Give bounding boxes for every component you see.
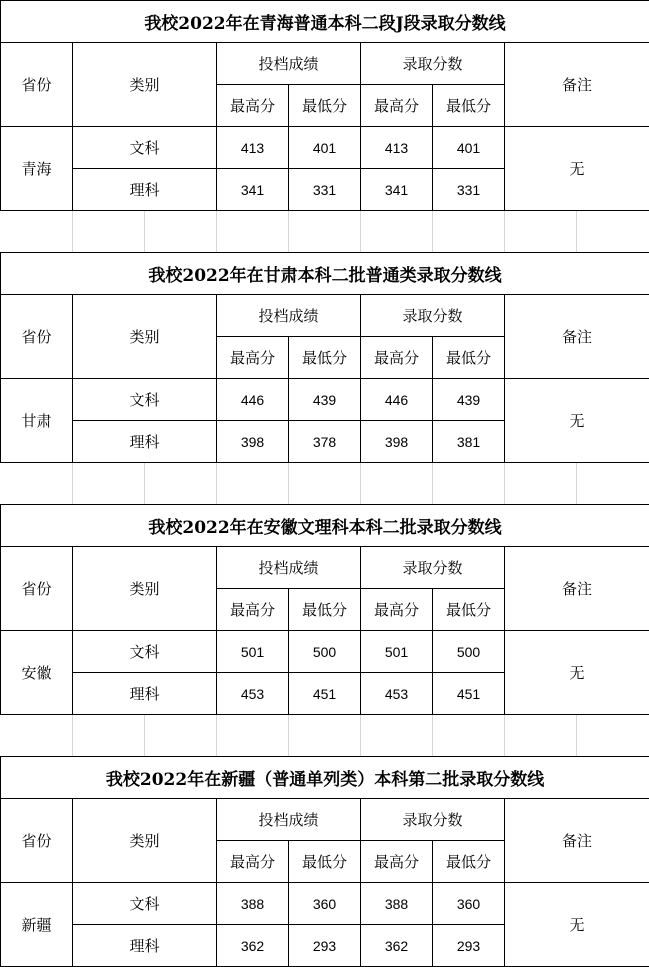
header-submitted-scores: 投档成绩 [217,295,361,337]
province-cell: 新疆 [1,883,73,967]
remark-cell: 无 [505,631,649,715]
header-province: 省份 [1,295,73,379]
table-row [1,127,649,169]
spacer-gridline [72,463,73,504]
remark-cell: 无 [505,127,649,211]
score-table-1 [0,0,649,211]
spacer-gridline [72,211,73,252]
admit-min-cell: 331 [433,169,505,211]
submit-max-cell: 362 [217,925,289,967]
admit-max-cell: 388 [361,883,433,925]
score-table-4 [0,756,649,967]
spacer-gridline [216,211,217,252]
admit-max-cell: 398 [361,421,433,463]
admit-min-cell: 439 [433,379,505,421]
spacer-gridline [288,463,289,504]
header-category: 类别 [73,43,217,127]
spacer-gridline [432,211,433,252]
table-title: 我校2022年在安徽文理科本科二批录取分数线 [1,505,649,547]
spacer-gridline [216,463,217,504]
header-submit-max: 最高分 [217,85,289,127]
table-row [1,379,649,421]
spacer-gridline [288,211,289,252]
category-cell: 文科 [73,379,217,421]
spacer-gridline [576,463,577,504]
submit-max-cell: 501 [217,631,289,673]
header-remarks: 备注 [505,295,649,379]
submit-max-cell: 388 [217,883,289,925]
admit-max-cell: 453 [361,673,433,715]
header-admit-min: 最低分 [433,337,505,379]
province-cell: 安徽 [1,631,73,715]
category-cell: 理科 [73,673,217,715]
score-table-2 [0,252,649,463]
spacer-gridline [576,715,577,756]
spacer-gridline [144,463,145,504]
province-cell: 青海 [1,127,73,211]
spacer-gridline [360,463,361,504]
submit-min-cell: 500 [289,631,361,673]
header-admission-scores: 录取分数 [361,799,505,841]
header-submit-max: 最高分 [217,841,289,883]
header-province: 省份 [1,43,73,127]
submit-min-cell: 360 [289,883,361,925]
header-admission-scores: 录取分数 [361,43,505,85]
province-cell: 甘肃 [1,379,73,463]
table-row [1,883,649,925]
header-submit-max: 最高分 [217,337,289,379]
header-remarks: 备注 [505,547,649,631]
category-cell: 文科 [73,883,217,925]
table-spacer [0,463,649,504]
header-admit-min: 最低分 [433,841,505,883]
header-submit-min: 最低分 [289,841,361,883]
header-submit-max: 最高分 [217,589,289,631]
submit-min-cell: 378 [289,421,361,463]
category-cell: 文科 [73,127,217,169]
header-admit-max: 最高分 [361,589,433,631]
spacer-gridline [216,715,217,756]
submit-max-cell: 398 [217,421,289,463]
spacer-gridline [144,715,145,756]
admit-max-cell: 501 [361,631,433,673]
category-cell: 理科 [73,421,217,463]
spacer-gridline [432,715,433,756]
submit-min-cell: 293 [289,925,361,967]
remark-cell: 无 [505,883,649,967]
header-submitted-scores: 投档成绩 [217,799,361,841]
category-cell: 理科 [73,925,217,967]
header-remarks: 备注 [505,43,649,127]
header-category: 类别 [73,547,217,631]
submit-min-cell: 451 [289,673,361,715]
admit-min-cell: 401 [433,127,505,169]
admit-min-cell: 381 [433,421,505,463]
admit-min-cell: 500 [433,631,505,673]
spacer-gridline [288,715,289,756]
score-table-3 [0,504,649,715]
submit-max-cell: 413 [217,127,289,169]
header-admit-min: 最低分 [433,589,505,631]
submit-min-cell: 331 [289,169,361,211]
table-spacer [0,211,649,252]
admit-max-cell: 413 [361,127,433,169]
header-submitted-scores: 投档成绩 [217,43,361,85]
spacer-gridline [72,715,73,756]
spacer-gridline [360,211,361,252]
admit-min-cell: 451 [433,673,505,715]
header-admit-max: 最高分 [361,841,433,883]
header-province: 省份 [1,547,73,631]
header-category: 类别 [73,799,217,883]
submit-max-cell: 446 [217,379,289,421]
spacer-gridline [360,715,361,756]
header-admit-min: 最低分 [433,85,505,127]
submit-min-cell: 401 [289,127,361,169]
table-spacer [0,715,649,756]
header-admission-scores: 录取分数 [361,547,505,589]
admit-min-cell: 360 [433,883,505,925]
admit-min-cell: 293 [433,925,505,967]
spacer-gridline [144,211,145,252]
category-cell: 文科 [73,631,217,673]
table-title: 我校2022年在青海普通本科二段J段录取分数线 [1,1,649,43]
table-title: 我校2022年在甘肃本科二批普通类录取分数线 [1,253,649,295]
header-province: 省份 [1,799,73,883]
header-admit-max: 最高分 [361,337,433,379]
category-cell: 理科 [73,169,217,211]
table-row [1,631,649,673]
spacer-gridline [504,715,505,756]
spacer-gridline [504,211,505,252]
submit-max-cell: 453 [217,673,289,715]
header-admit-max: 最高分 [361,85,433,127]
admit-max-cell: 446 [361,379,433,421]
spacer-gridline [504,463,505,504]
table-title: 我校2022年在新疆（普通单列类）本科第二批录取分数线 [1,757,649,799]
spacer-gridline [576,211,577,252]
header-submit-min: 最低分 [289,85,361,127]
admit-max-cell: 341 [361,169,433,211]
submit-min-cell: 439 [289,379,361,421]
header-remarks: 备注 [505,799,649,883]
header-category: 类别 [73,295,217,379]
admit-max-cell: 362 [361,925,433,967]
remark-cell: 无 [505,379,649,463]
header-submitted-scores: 投档成绩 [217,547,361,589]
header-submit-min: 最低分 [289,337,361,379]
spacer-gridline [432,463,433,504]
header-submit-min: 最低分 [289,589,361,631]
submit-max-cell: 341 [217,169,289,211]
header-admission-scores: 录取分数 [361,295,505,337]
